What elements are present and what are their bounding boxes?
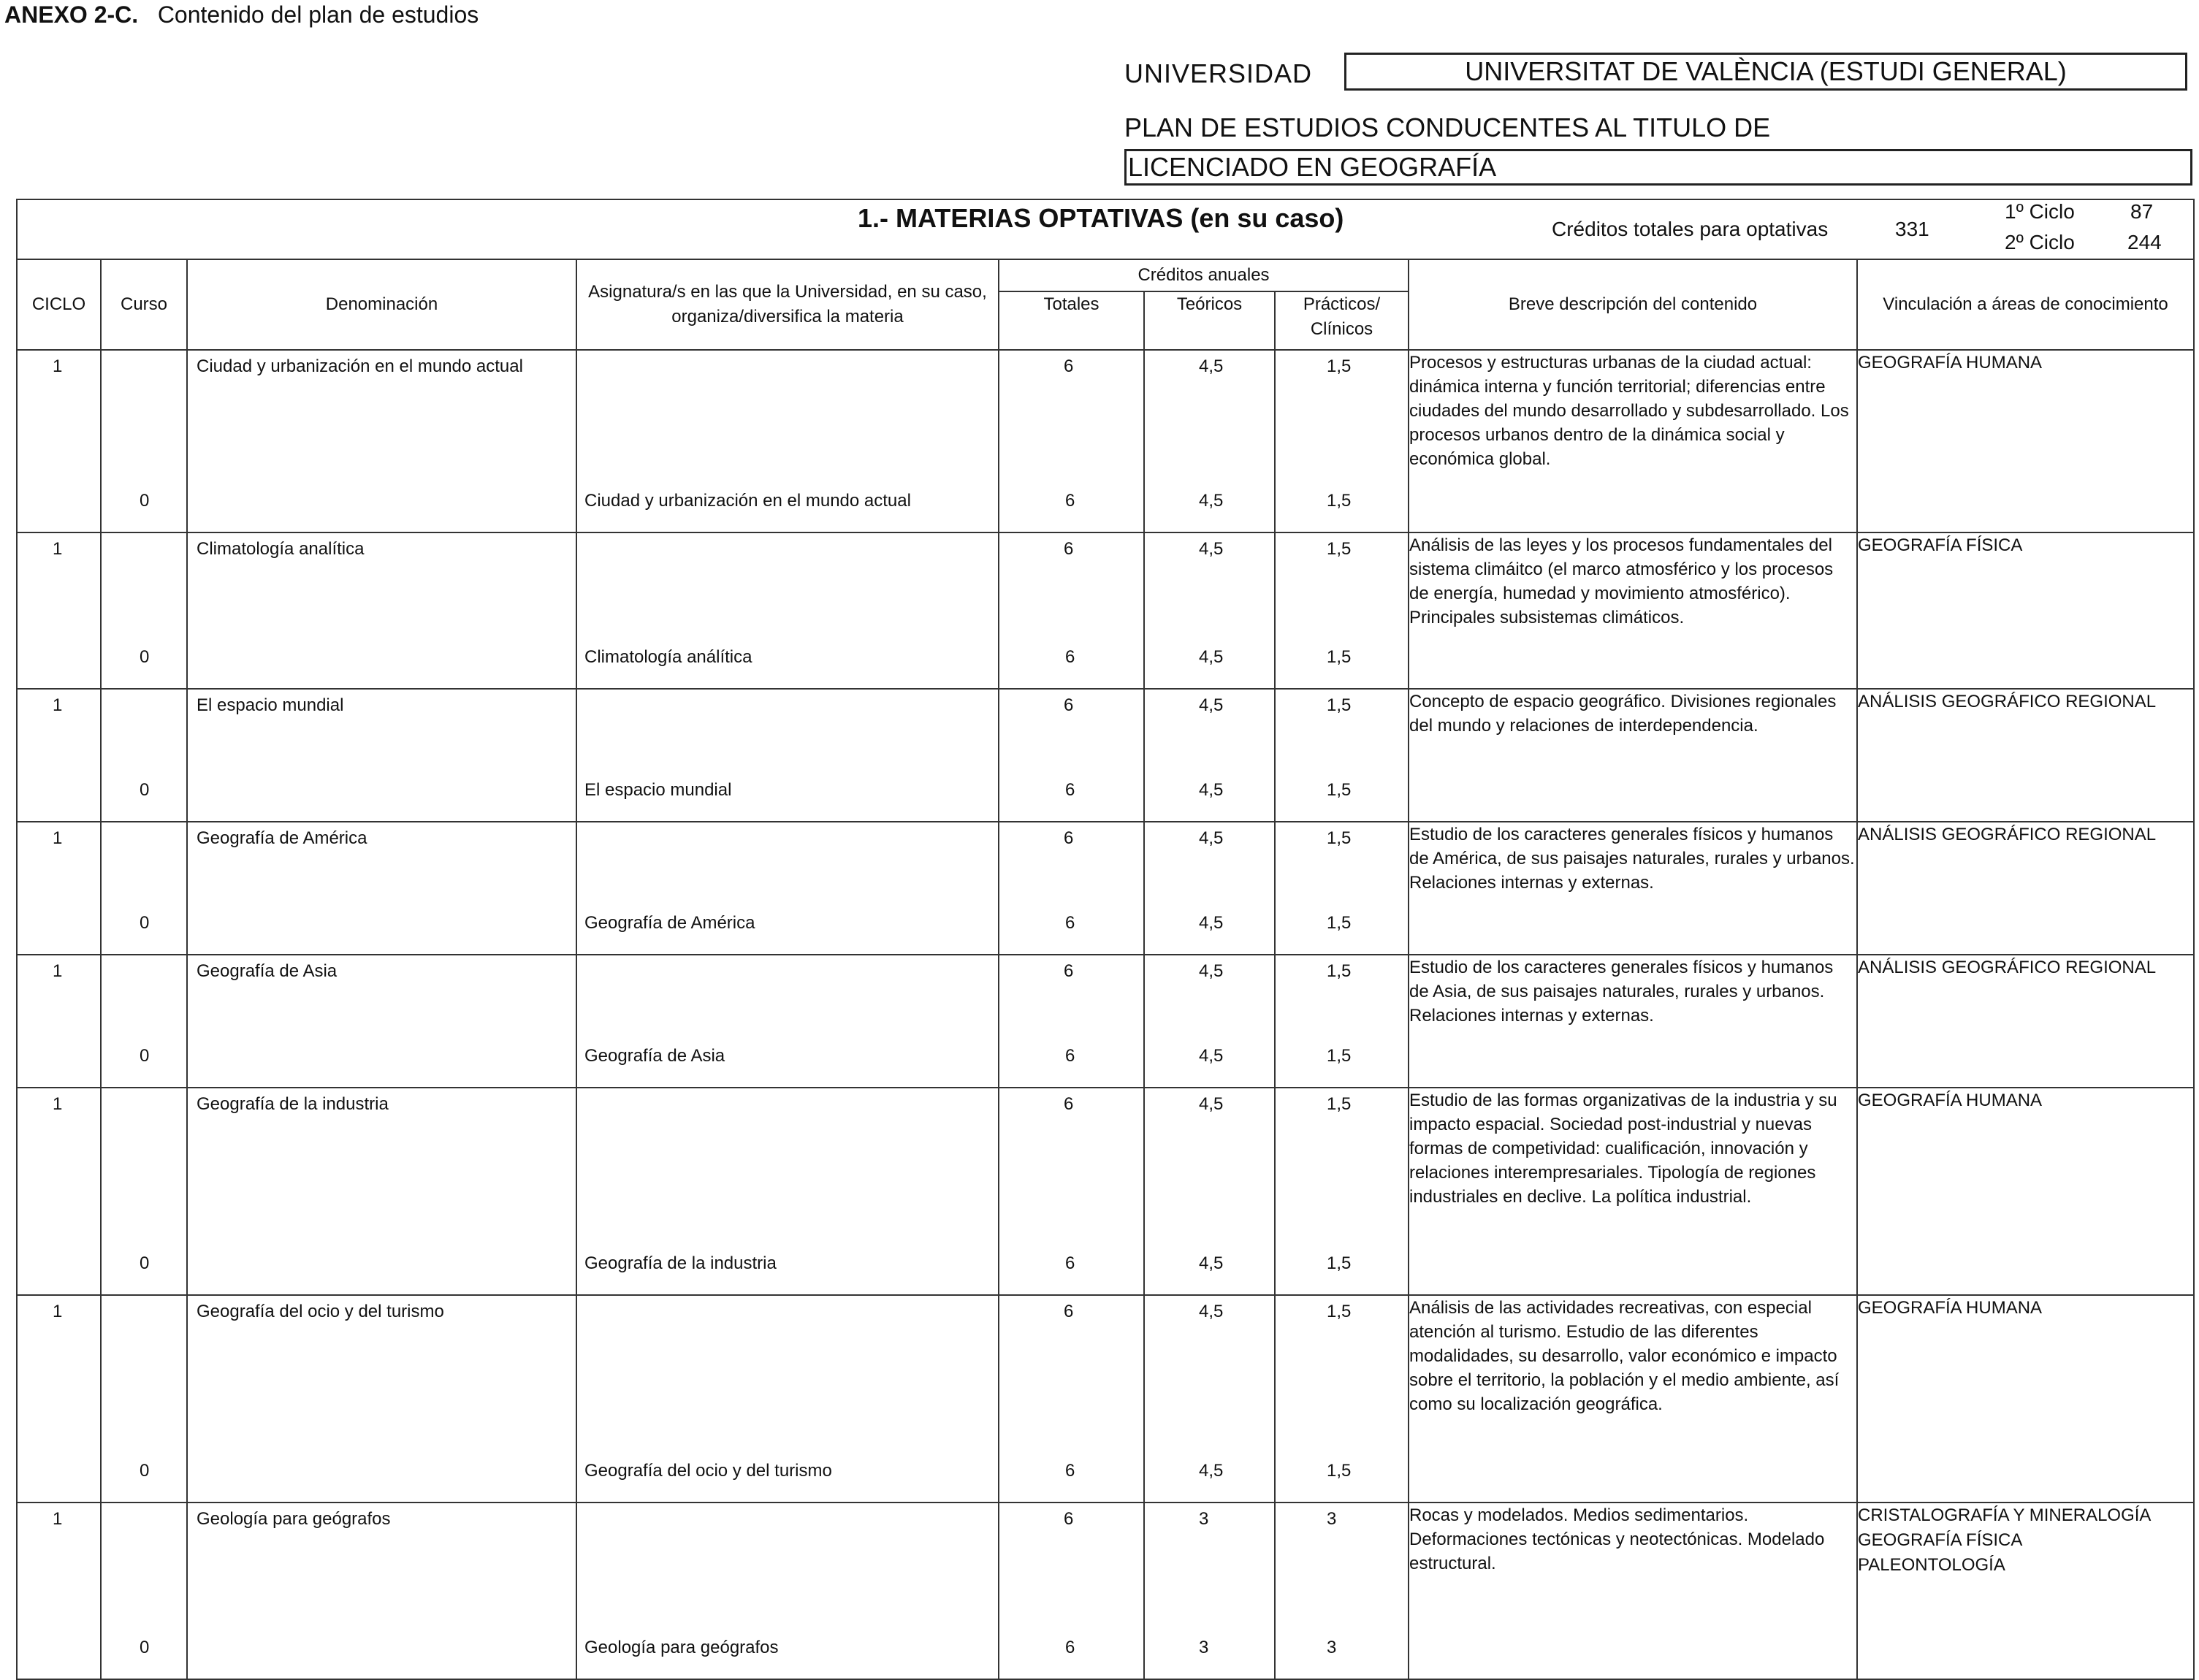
annex-title: Contenido del plan de estudios [157, 1, 479, 28]
teoricos-value: 4,5 [1199, 961, 1224, 981]
ciclo-cell [17, 1295, 101, 1503]
sub-teoricos-value: 4,5 [1199, 647, 1224, 667]
vinculacion-cell [1857, 689, 2194, 822]
teoricos-value: 4,5 [1199, 1094, 1224, 1114]
totales-value: 6 [1064, 1094, 1074, 1114]
descripcion-cell: Concepto de espacio geográfico. Divisiones regionales del mundo y relaciones de interdependencia. [1409, 689, 1857, 822]
denominacion-text: Ciudad y urbanización en el mundo actual [197, 356, 523, 376]
teoricos-cell [1144, 1295, 1275, 1503]
sub-practicos-value: 1,5 [1327, 1046, 1352, 1066]
asignatura-text: Geografía del ocio y del turismo [584, 1461, 832, 1481]
descripcion-cell: Análisis de las leyes y los procesos fundamentales del sistema climáitco (el marco atmosférico y los procesos de energía, humedad y movimiento atmosférico). Principales subsistemas climáticos. [1409, 532, 1857, 689]
university-name: UNIVERSITAT DE VALÈNCIA (ESTUDI GENERAL) [1344, 53, 2187, 91]
totales-cell [999, 532, 1144, 689]
sub-totales-value: 6 [1065, 780, 1075, 800]
vinculacion-cell [1857, 350, 2194, 532]
area-label: PALEONTOLOGÍA [1858, 1555, 2005, 1575]
vinculacion-cell [1857, 1503, 2194, 1679]
totales-value: 6 [1064, 695, 1074, 715]
practicos-cell [1275, 689, 1409, 822]
denominacion-text: Climatología analítica [197, 539, 365, 559]
teoricos-value: 4,5 [1199, 1302, 1224, 1321]
curso-cell [101, 689, 187, 822]
ciclo-value: 1 [53, 539, 63, 559]
curso-value: 0 [140, 1461, 150, 1481]
area-label: ANÁLISIS GEOGRÁFICO REGIONAL [1858, 825, 2157, 844]
sub-teoricos-value: 4,5 [1199, 780, 1224, 800]
table-row [17, 822, 2194, 955]
sub-practicos-value: 1,5 [1327, 1253, 1352, 1273]
curso-value: 0 [140, 491, 150, 511]
curso-value: 0 [140, 1638, 150, 1657]
curso-value: 0 [140, 1253, 150, 1273]
curso-cell [101, 822, 187, 955]
area-label: GEOGRAFÍA FÍSICA [1858, 1530, 2023, 1550]
annex-heading [4, 1, 479, 28]
table-row [17, 955, 2194, 1088]
asignatura-cell [576, 955, 999, 1088]
sub-practicos-value: 1,5 [1327, 1461, 1352, 1481]
denominacion-cell [187, 689, 576, 822]
table-row [17, 1088, 2194, 1295]
annex-code: ANEXO 2-C. [4, 1, 139, 28]
curso-cell [101, 1295, 187, 1503]
sub-totales-value: 6 [1065, 1461, 1075, 1481]
col-header-creditos: Créditos anuales [999, 259, 1409, 291]
sub-totales-value: 6 [1065, 913, 1075, 933]
curso-cell [101, 350, 187, 532]
area-label: GEOGRAFÍA HUMANA [1858, 1298, 2043, 1318]
descripcion-cell: Análisis de las actividades recreativas, con especial atención al turismo. Estudio de las diferentes modalidades, su desarrollo, valor económico e impacto sobre el territorio, la población y el medio ambiente, así como su localización geográfica. [1409, 1295, 1857, 1503]
totales-cell [999, 1088, 1144, 1295]
col-header-asignatura: Asignatura/s en las que la Universidad, en su caso, organiza/diversifica la materia [576, 259, 999, 350]
denominacion-cell [187, 532, 576, 689]
asignatura-text: Ciudad y urbanización en el mundo actual [584, 491, 911, 511]
table-row [17, 1503, 2194, 1679]
col-header-practicos: Prácticos/ Clínicos [1275, 291, 1409, 350]
sub-teoricos-value: 4,5 [1199, 1253, 1224, 1273]
totales-value: 6 [1064, 1302, 1074, 1321]
asignatura-cell [576, 532, 999, 689]
practicos-cell [1275, 1295, 1409, 1503]
subjects-table [16, 199, 2195, 1680]
ciclo-value: 1 [53, 961, 63, 981]
totales-cell [999, 822, 1144, 955]
teoricos-cell [1144, 955, 1275, 1088]
denominacion-cell [187, 1295, 576, 1503]
ciclo-cell [17, 350, 101, 532]
sub-teoricos-value: 4,5 [1199, 1461, 1224, 1481]
curso-value: 0 [140, 647, 150, 667]
totales-value: 6 [1064, 961, 1074, 981]
col-header-totales: Totales [999, 291, 1144, 350]
sub-totales-value: 6 [1065, 1046, 1075, 1066]
university-label: UNIVERSIDAD [1124, 58, 1313, 88]
asignatura-cell [576, 689, 999, 822]
practicos-value: 1,5 [1327, 1302, 1352, 1321]
col-header-ciclo: CICLO [17, 259, 101, 350]
sub-practicos-value: 1,5 [1327, 647, 1352, 667]
vinculacion-cell [1857, 1088, 2194, 1295]
denominacion-cell [187, 822, 576, 955]
ciclo-cell [17, 532, 101, 689]
asignatura-text: Geología para geógrafos [584, 1638, 779, 1657]
practicos-value: 1,5 [1327, 539, 1352, 559]
practicos-value: 1,5 [1327, 961, 1352, 981]
curso-cell [101, 532, 187, 689]
credits-total-value: 331 [1895, 218, 1929, 240]
teoricos-cell [1144, 689, 1275, 822]
sub-teoricos-value: 3 [1199, 1638, 1209, 1657]
area-label: ANÁLISIS GEOGRÁFICO REGIONAL [1858, 958, 2157, 977]
asignatura-cell [576, 1088, 999, 1295]
cycle2-value: 244 [2127, 231, 2162, 253]
cycle2-label: 2º Ciclo [2005, 231, 2075, 253]
teoricos-cell [1144, 1088, 1275, 1295]
ciclo-value: 1 [53, 1302, 63, 1321]
sub-practicos-value: 3 [1327, 1638, 1337, 1657]
denominacion-text: Geografía de América [197, 828, 367, 848]
sub-totales-value: 6 [1065, 1253, 1075, 1273]
totales-cell [999, 1503, 1144, 1679]
vinculacion-cell [1857, 822, 2194, 955]
descripcion-cell: Rocas y modelados. Medios sedimentarios. Deformaciones tectónicas y neotectónicas. Modelado estructural. [1409, 1503, 1857, 1679]
denominacion-text: Geografía del ocio y del turismo [197, 1302, 444, 1321]
teoricos-cell [1144, 1503, 1275, 1679]
plan-label: PLAN DE ESTUDIOS CONDUCENTES AL TITULO DE [1124, 112, 1771, 142]
asignatura-cell [576, 822, 999, 955]
teoricos-value: 4,5 [1199, 356, 1224, 376]
col-header-descripcion: Breve descripción del contenido [1409, 259, 1857, 350]
cycle1-label: 1º Ciclo [2005, 200, 2075, 223]
curso-value: 0 [140, 913, 150, 933]
asignatura-cell [576, 1295, 999, 1503]
sub-teoricos-value: 4,5 [1199, 913, 1224, 933]
table-row [17, 1295, 2194, 1503]
vinculacion-cell [1857, 955, 2194, 1088]
sub-practicos-value: 1,5 [1327, 913, 1352, 933]
table-row [17, 689, 2194, 822]
asignatura-text: Climatología análítica [584, 647, 752, 667]
curso-cell [101, 1088, 187, 1295]
teoricos-cell [1144, 822, 1275, 955]
totales-value: 6 [1064, 356, 1074, 376]
denominacion-cell [187, 1503, 576, 1679]
ciclo-value: 1 [53, 356, 63, 376]
sub-totales-value: 6 [1065, 491, 1075, 511]
asignatura-text: Geografía de la industria [584, 1253, 777, 1273]
denominacion-text: Geografía de Asia [197, 961, 338, 981]
col-header-teoricos: Teóricos [1144, 291, 1275, 350]
descripcion-cell: Estudio de los caracteres generales físicos y humanos de Asia, de sus paisajes naturales, rurales y urbanos. Relaciones internas y externas. [1409, 955, 1857, 1088]
sub-teoricos-value: 4,5 [1199, 1046, 1224, 1066]
asignatura-cell [576, 350, 999, 532]
curso-value: 0 [140, 1046, 150, 1066]
section-title-bar [17, 199, 2194, 259]
denominacion-text: El espacio mundial [197, 695, 344, 715]
teoricos-cell [1144, 350, 1275, 532]
sub-totales-value: 6 [1065, 647, 1075, 667]
credits-total-label: Créditos totales para optativas [1552, 218, 1829, 240]
totales-value: 6 [1064, 1509, 1074, 1529]
sub-totales-value: 6 [1065, 1638, 1075, 1657]
area-label: GEOGRAFÍA HUMANA [1858, 1091, 2043, 1110]
practicos-cell [1275, 350, 1409, 532]
section-title: 1.- MATERIAS OPTATIVAS (en su caso) [858, 203, 1344, 233]
practicos-value: 1,5 [1327, 695, 1352, 715]
teoricos-value: 4,5 [1199, 695, 1224, 715]
table-row [17, 350, 2194, 532]
practicos-cell [1275, 532, 1409, 689]
asignatura-text: Geografía de Asia [584, 1046, 725, 1066]
ciclo-value: 1 [53, 828, 63, 848]
vinculacion-cell [1857, 532, 2194, 689]
practicos-cell [1275, 1088, 1409, 1295]
area-label: GEOGRAFÍA FÍSICA [1858, 535, 2023, 555]
totales-cell [999, 350, 1144, 532]
ciclo-cell [17, 689, 101, 822]
practicos-cell [1275, 955, 1409, 1088]
vinculacion-cell [1857, 1295, 2194, 1503]
descripcion-cell: Procesos y estructuras urbanas de la ciudad actual: dinámica interna y función territorial; diferencias entre ciudades del mundo desarrollado y subdesarrollado. Los procesos urbanos dentro de la dinámica social y económica global. [1409, 350, 1857, 532]
curso-cell [101, 1503, 187, 1679]
totales-cell [999, 955, 1144, 1088]
asignatura-cell [576, 1503, 999, 1679]
teoricos-cell [1144, 532, 1275, 689]
ciclo-cell [17, 822, 101, 955]
col-header-vinculacion: Vinculación a áreas de conocimiento [1857, 259, 2194, 350]
descripcion-cell: Estudio de las formas organizativas de la industria y su impacto espacial. Sociedad post-industrial y nuevas formas de competividad: cualificación, innovación y relaciones interempresariales. Tipología de regiones industriales en declive. La política industrial. [1409, 1088, 1857, 1295]
practicos-cell [1275, 822, 1409, 955]
denominacion-cell [187, 1088, 576, 1295]
cycle1-value: 87 [2130, 200, 2154, 223]
totales-cell [999, 1295, 1144, 1503]
col-header-denominacion: Denominación [187, 259, 576, 350]
denominacion-text: Geología para geógrafos [197, 1509, 391, 1529]
degree-name: LICENCIADO EN GEOGRAFÍA [1124, 149, 2192, 186]
ciclo-cell [17, 955, 101, 1088]
ciclo-value: 1 [53, 1094, 63, 1114]
denominacion-text: Geografía de la industria [197, 1094, 389, 1114]
ciclo-cell [17, 1503, 101, 1679]
totales-value: 6 [1064, 539, 1074, 559]
curso-value: 0 [140, 780, 150, 800]
totales-value: 6 [1064, 828, 1074, 848]
asignatura-text: El espacio mundial [584, 780, 732, 800]
practicos-value: 1,5 [1327, 356, 1352, 376]
sub-practicos-value: 1,5 [1327, 780, 1352, 800]
ciclo-value: 1 [53, 695, 63, 715]
area-label: CRISTALOGRAFÍA Y MINERALOGÍA [1858, 1505, 2152, 1525]
ciclo-cell [17, 1088, 101, 1295]
practicos-value: 3 [1327, 1509, 1337, 1529]
curso-cell [101, 955, 187, 1088]
ciclo-value: 1 [53, 1509, 63, 1529]
practicos-value: 1,5 [1327, 1094, 1352, 1114]
asignatura-text: Geografía de América [584, 913, 755, 933]
descripcion-cell: Estudio de los caracteres generales físicos y humanos de América, de sus paisajes naturales, rurales y urbanos. Relaciones internas y externas. [1409, 822, 1857, 955]
teoricos-value: 4,5 [1199, 539, 1224, 559]
totales-cell [999, 689, 1144, 822]
practicos-cell [1275, 1503, 1409, 1679]
table-row [17, 532, 2194, 689]
denominacion-cell [187, 955, 576, 1088]
sub-teoricos-value: 4,5 [1199, 491, 1224, 511]
teoricos-value: 3 [1199, 1509, 1209, 1529]
teoricos-value: 4,5 [1199, 828, 1224, 848]
denominacion-cell [187, 350, 576, 532]
practicos-value: 1,5 [1327, 828, 1352, 848]
area-label: GEOGRAFÍA HUMANA [1858, 353, 2043, 373]
col-header-curso: Curso [101, 259, 187, 350]
sub-practicos-value: 1,5 [1327, 491, 1352, 511]
area-label: ANÁLISIS GEOGRÁFICO REGIONAL [1858, 692, 2157, 711]
